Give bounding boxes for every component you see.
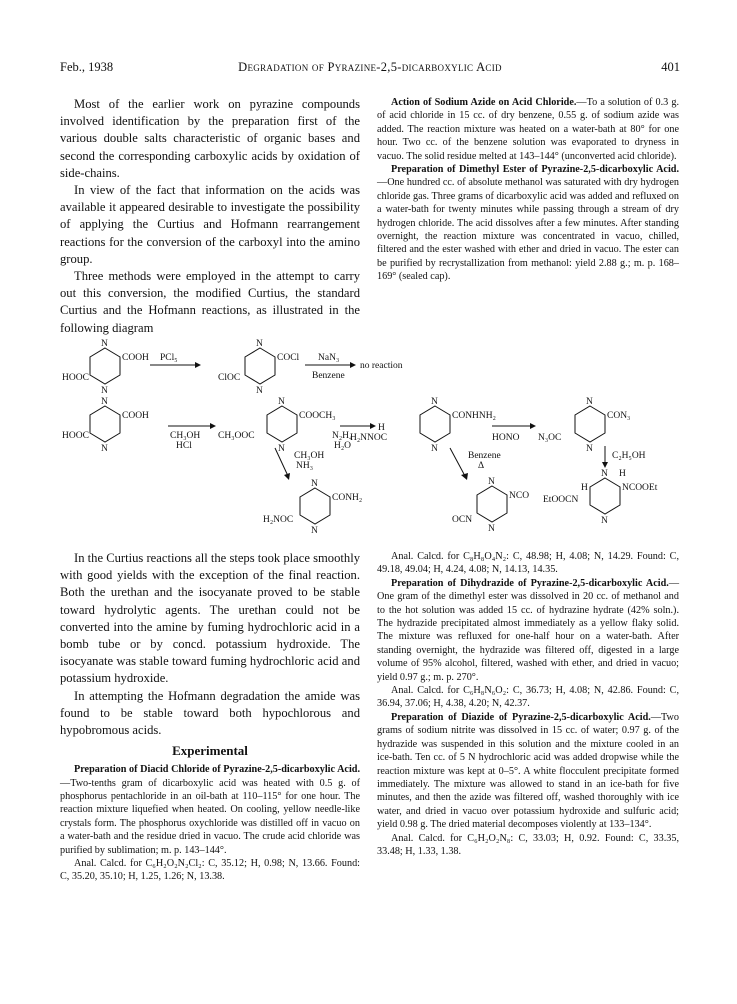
procedure-paragraph: Preparation of Dimethyl Ester of Pyrazine-2,5-dicarboxylic Acid.—One hundred cc. of absolute methanol was saturated with dry hydrogen chloride gas. Three grams of dicarboxylic acid was added and refluxed on a water-bath for twenty minutes while passing through a stream of dry hydrogen chloride. The acid dissolves after a few minutes. After standing overnight, the reaction mixture was concentrated in vacuo, chilled, filtered and the ester washed with ether and dried in vacuo. The ester can be purified by recrystallization from methanol: yield 2.88 g.; m. p. 168–169° (sealed cap).	[377, 164, 679, 283]
substituent-label: OCN	[452, 515, 473, 525]
ring-nitrogen: N	[586, 397, 593, 407]
reaction-scheme	[60, 338, 680, 543]
substituent-label: CONHNH₂	[452, 411, 496, 421]
ring-nitrogen: N	[488, 524, 495, 534]
pyrazine-ring	[90, 348, 120, 384]
pyrazine-ring	[420, 406, 450, 442]
substituent-label: H	[378, 423, 385, 433]
reagent-label: Benzene	[312, 371, 345, 381]
analysis-line: Anal. Calcd. for C₆H₂O₂N₂Cl₂: C, 35.12; H, 0.98; N, 13.66. Found: C, 35.20, 35.10; H, 1.25, 1.26; N, 13.38.	[60, 858, 360, 883]
reagent-label: C₂H₅OH	[612, 451, 646, 461]
reagent-label: NaN₃	[318, 353, 340, 363]
procedure-paragraph: Preparation of Dihydrazide of Pyrazine-2,5-dicarboxylic Acid.—One gram of the dimethyl ester was dissolved in 20 cc. of methanol and to the hot solution was added 15 cc. of hydrazine hydrate (42% soln.). The hydrazide precipitated almost immediately as a yellow flaky solid. The mixture was refluxed for one-half hour on a water-bath. After standing overnight, the hydrazide was filtered off, digested in a large volume of 95% alcohol, filtered, washed with ether, and dried in vacuo; yield 0.97 g.; m. p. 270°.	[377, 577, 679, 683]
pyrazine-ring	[300, 488, 330, 524]
reaction-arrow	[450, 448, 465, 476]
reagent-label: PCl₅	[160, 353, 178, 363]
ring-nitrogen: N	[311, 479, 318, 489]
page-number: 401	[661, 60, 680, 74]
section-heading-experimental: Experimental	[172, 743, 248, 759]
substituent-label: EtOOCN	[543, 495, 579, 505]
ring-nitrogen: N	[101, 397, 108, 407]
analysis-line: Anal. Calcd. for C₈H₈O₄N₂: C, 48.98; H, 4.08; N, 14.29. Found: C, 49.18, 49.04; H, 4.24, 4.08; N, 14.13, 14.35.	[377, 551, 679, 576]
header-date: Feb., 1938	[60, 60, 114, 74]
ring-nitrogen: N	[431, 397, 438, 407]
pyrazine-ring	[477, 486, 507, 522]
substituent-label: NCOOEt	[622, 483, 658, 493]
ring-nitrogen: N	[431, 444, 438, 454]
substituent-label: HOOC	[62, 373, 89, 383]
pyrazine-ring	[590, 478, 620, 514]
substituent-label: H₂NOC	[263, 515, 294, 525]
procedure-paragraph: Action of Sodium Azide on Acid Chloride.—To a solution of 0.3 g. of acid chloride in 15 cc. of dry benzene, 0.55 g. of sodium azide was added. The reaction mixture was heated on a water-bath at 80° for one hour. Two cc. of the benzene solution was evaporated to dryness in vacuo. The solid residue melted at 143–144° (unconverted acid chloride).	[377, 97, 679, 162]
ring-nitrogen: N	[488, 477, 495, 487]
ring-nitrogen: N	[101, 386, 108, 396]
substituent-label: CON₃	[607, 411, 631, 421]
ring-nitrogen: N	[278, 444, 285, 454]
analysis-line: Anal. Calcd. for C₆H₂O₂N₈: C, 33.03; H, 0.92. Found: C, 33.35, 33.48; H, 1.33, 1.38.	[377, 832, 679, 857]
substituent-label: COOH	[122, 411, 149, 421]
substituent-label: COCl	[277, 353, 300, 363]
substituent-label: CH₃OOC	[218, 431, 255, 441]
ring-nitrogen: N	[601, 516, 608, 526]
reagent-label: CH₃OH	[170, 431, 201, 441]
reagent-label: Δ	[478, 461, 485, 471]
pyrazine-ring	[575, 406, 605, 442]
substituent-label: H₂NNOC	[350, 433, 388, 443]
reagent-label: H₂O	[334, 441, 352, 451]
substituent-label: CONH₂	[332, 493, 363, 503]
left-column-intro	[60, 96, 360, 337]
analysis-line: Anal. Calcd. for C₆H₈N₆O₂: C, 36.73; H, 4.08; N, 42.86. Found: C, 36.94, 37.06; H, 4.38, 4.20; N, 42.37.	[377, 685, 679, 710]
intro-paragraph: Three methods were employed in the attempt to carry out this conversion, the modified Curtius, the standard Curtius and the Hofmann reactions, as illustrated in the following diagram	[60, 269, 360, 335]
reagent-label: HCl	[176, 441, 192, 451]
ring-nitrogen: N	[586, 444, 593, 454]
substituent-label: N₃OC	[538, 433, 562, 443]
reaction-scheme-drawing	[60, 338, 680, 543]
ring-nitrogen: N	[256, 386, 263, 396]
pyrazine-ring	[90, 406, 120, 442]
reagent-label: NH₃	[296, 461, 314, 471]
reagent-label: CH₃OH	[294, 451, 325, 461]
substituent-label: H	[619, 469, 626, 479]
procedure-paragraph: Preparation of Diacid Chloride of Pyrazine-2,5-dicarboxylic Acid.—Two-tenths gram of dicarboxylic acid was heated with 0.5 g. of phosphorus pentachloride in an oil-bath at 110–115° for one hour. The reaction mixture liquefied when heated. On cooling, yellow needle-like crystals form. The phosphorus oxychloride was distilled off in vacuo on a water-bath and the residue dried in vacuo. The crude acid chloride was purified by sublimation; m. p. 143–144°.	[60, 764, 360, 856]
ring-nitrogen: N	[101, 339, 108, 349]
substituent-label: NCO	[509, 491, 530, 501]
substituent-label: H	[581, 483, 588, 493]
substituent-label: ClOC	[218, 373, 241, 383]
procedure-paragraph: Preparation of Diazide of Pyrazine-2,5-dicarboxylic Acid.—Two grams of sodium nitrite was dissolved in 15 cc. of water; 0.97 g. of the hydrazide was suspended in this solution and the mixture cooled in an ice-bath. Ten cc. of 5 N hydrochloric acid was added dropwise while the reaction mixture was kept at 0–5°. A white flocculent precipitate formed immediately. The mixture was allowed to stand in an ice-bath for five minutes, and then the azide was filtered off, washed thoroughly with ice water, and dried in vacuo over potassium hydroxide and sulfuric acid; yield 0.98 g. The dried material decomposes violently at 133–134°.	[377, 711, 679, 831]
header-title: Degradation of Pyrazine-2,5-dicarboxylic Acid	[238, 60, 502, 74]
substituent-label: COOCH₃	[299, 411, 336, 421]
ring-nitrogen: N	[256, 339, 263, 349]
discussion-paragraph: In the Curtius reactions all the steps took place smoothly with good yields with the exception of the final reaction. Both the urethan and the isocyanate proved to be stable toward hydrolytic agents. The urethan could not be converted into the amine by fuming hydrochloric acid in a bomb tube or by concd. potassium hydroxide. The isocyanate was stable toward fuming hydrochloric acid and potassium hydroxide.	[60, 551, 360, 686]
result-label: no reaction	[360, 361, 403, 371]
ring-nitrogen: N	[278, 397, 285, 407]
ring-nitrogen: N	[101, 444, 108, 454]
left-column-bottom	[60, 550, 360, 884]
reagent-label: HONO	[492, 433, 520, 443]
right-column-bottom	[377, 550, 679, 858]
substituent-label: HOOC	[62, 431, 89, 441]
pyrazine-ring	[267, 406, 297, 442]
reagent-label: N₂H₄	[332, 431, 353, 441]
right-column-top	[377, 96, 679, 284]
ring-nitrogen: N	[311, 526, 318, 536]
intro-paragraph: In view of the fact that information on the acids was available it appeared desirable to investigate the possibility of applying the Curtius and Hofmann rearrangement reactions for the conversion of the carboxyl into the amino group.	[60, 183, 360, 266]
pyrazine-ring	[245, 348, 275, 384]
substituent-label: COOH	[122, 353, 149, 363]
intro-paragraph: Most of the earlier work on pyrazine compounds involved identification by the preparation first of the various double salts characteristic of organic bases and second the corresponding carboxylic acids by oxidation of side-chains.	[60, 97, 360, 180]
discussion-paragraph: In attempting the Hofmann degradation the amide was found to be stable toward both hypochlorous and hypobromous acids.	[60, 688, 360, 738]
ring-nitrogen: N	[601, 469, 608, 479]
reagent-label: Benzene	[468, 451, 501, 461]
